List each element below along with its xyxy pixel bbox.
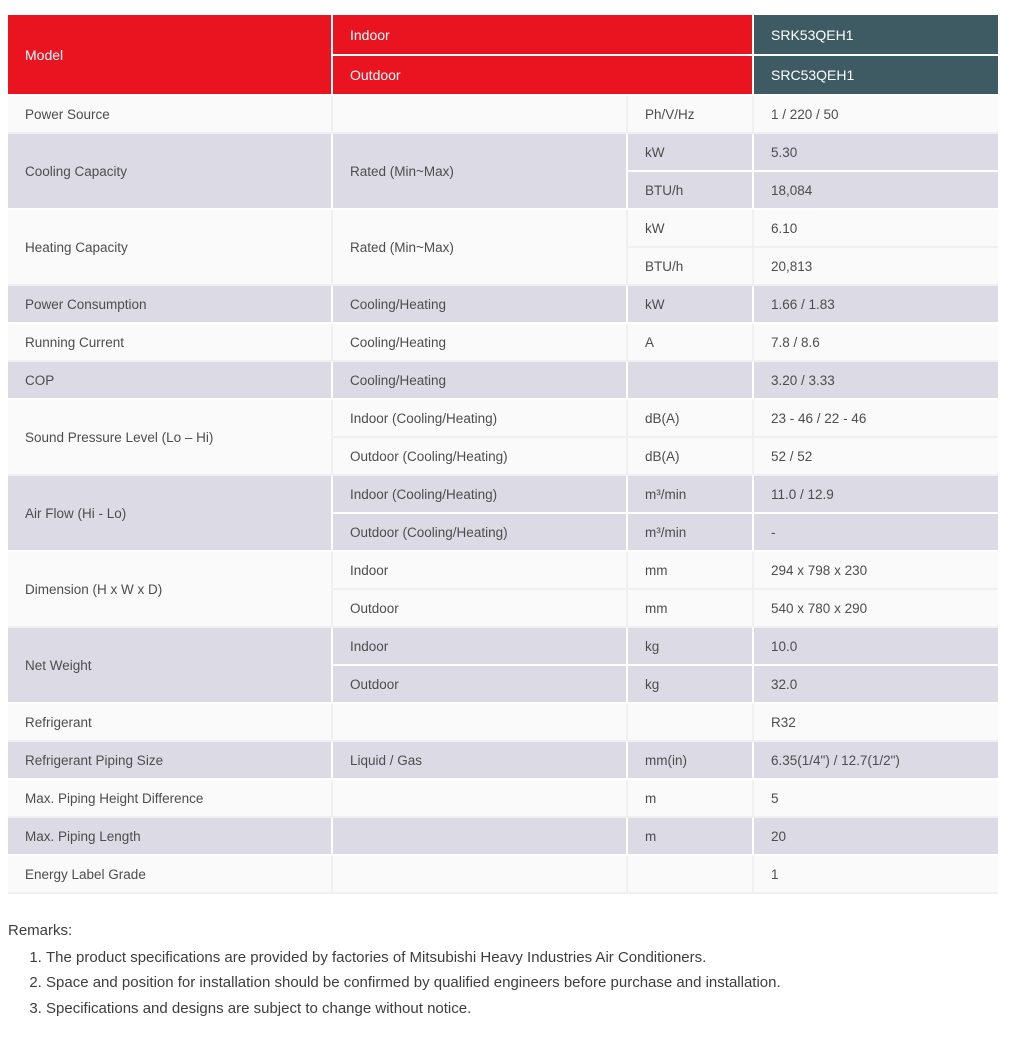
spec-unit-cell: m³/min — [627, 513, 753, 551]
spec-value-cell: 23 - 46 / 22 - 46 — [753, 399, 998, 437]
spec-value-cell: 5.30 — [753, 133, 998, 171]
spec-table-body — [8, 95, 998, 893]
spec-unit-cell: kW — [627, 133, 753, 171]
spec-desc-cell: Indoor — [332, 627, 627, 665]
spec-unit-cell: mm — [627, 551, 753, 589]
spec-desc-cell — [332, 855, 627, 893]
spec-value-cell: - — [753, 513, 998, 551]
spec-value-cell: 10.0 — [753, 627, 998, 665]
remarks-section — [8, 922, 1008, 1019]
spec-row — [8, 361, 998, 399]
remarks-title: Remarks: — [8, 922, 73, 939]
spec-row — [8, 475, 998, 513]
spec-unit-cell — [627, 703, 753, 741]
spec-name-cell: Refrigerant Piping Size — [8, 741, 332, 779]
spec-unit-cell: kW — [627, 285, 753, 323]
spec-name-cell: Max. Piping Height Difference — [8, 779, 332, 817]
indoor-label-cell: Indoor — [332, 15, 753, 55]
spec-value-cell: 294 x 798 x 230 — [753, 551, 998, 589]
remark-item: 1. The product specifications are provided by factories of Mitsubishi Heavy Industries Air Conditioners. — [46, 948, 1008, 968]
spec-unit-cell: A — [627, 323, 753, 361]
spec-unit-cell: kg — [627, 665, 753, 703]
spec-unit-cell: mm(in) — [627, 741, 753, 779]
spec-row — [8, 627, 998, 665]
spec-name-cell: Refrigerant — [8, 703, 332, 741]
spec-value-cell: 5 — [753, 779, 998, 817]
spec-unit-cell: dB(A) — [627, 399, 753, 437]
spec-desc-cell: Cooling/Heating — [332, 361, 627, 399]
spec-unit-cell: m — [627, 779, 753, 817]
spec-value-cell: R32 — [753, 703, 998, 741]
spec-value-cell: 1 / 220 / 50 — [753, 95, 998, 133]
spec-value-cell: 20 — [753, 817, 998, 855]
spec-name-cell: COP — [8, 361, 332, 399]
spec-unit-cell: kg — [627, 627, 753, 665]
spec-name-cell: Air Flow (Hi - Lo) — [8, 475, 332, 551]
spec-value-cell: 1 — [753, 855, 998, 893]
spec-table — [8, 15, 998, 894]
outdoor-model-cell: SRC53QEH1 — [753, 55, 998, 95]
spec-desc-cell — [332, 817, 627, 855]
spec-desc-cell: Outdoor — [332, 589, 627, 627]
spec-unit-cell: kW — [627, 209, 753, 247]
spec-row — [8, 817, 998, 855]
spec-unit-cell — [627, 361, 753, 399]
spec-name-cell: Cooling Capacity — [8, 133, 332, 209]
spec-name-cell: Dimension (H x W x D) — [8, 551, 332, 627]
spec-row — [8, 855, 998, 893]
spec-desc-cell: Cooling/Heating — [332, 323, 627, 361]
spec-value-cell: 6.35(1/4") / 12.7(1/2") — [753, 741, 998, 779]
spec-unit-cell: BTU/h — [627, 247, 753, 285]
spec-row — [8, 209, 998, 247]
spec-row — [8, 741, 998, 779]
spec-unit-cell: m³/min — [627, 475, 753, 513]
spec-desc-cell: Liquid / Gas — [332, 741, 627, 779]
spec-unit-cell: Ph/V/Hz — [627, 95, 753, 133]
spec-value-cell: 540 x 780 x 290 — [753, 589, 998, 627]
spec-unit-cell: mm — [627, 589, 753, 627]
remark-item: 2. Space and position for installation should be confirmed by qualified engineers before purchase and installation. — [46, 973, 1008, 993]
spec-value-cell: 7.8 / 8.6 — [753, 323, 998, 361]
spec-row — [8, 779, 998, 817]
remarks-list — [8, 948, 1008, 1019]
spec-desc-cell: Indoor (Cooling/Heating) — [332, 399, 627, 437]
spec-desc-cell: Indoor — [332, 551, 627, 589]
spec-row — [8, 551, 998, 589]
outdoor-label-cell: Outdoor — [332, 55, 753, 95]
spec-row — [8, 285, 998, 323]
spec-unit-cell: BTU/h — [627, 171, 753, 209]
spec-value-cell: 32.0 — [753, 665, 998, 703]
spec-name-cell: Power Consumption — [8, 285, 332, 323]
spec-value-cell: 3.20 / 3.33 — [753, 361, 998, 399]
spec-row — [8, 703, 998, 741]
spec-name-cell: Heating Capacity — [8, 209, 332, 285]
spec-desc-cell: Indoor (Cooling/Heating) — [332, 475, 627, 513]
model-label-cell: Model — [8, 15, 332, 95]
remark-item: 3. Specifications and designs are subject to change without notice. — [46, 999, 1008, 1019]
spec-row — [8, 399, 998, 437]
spec-row — [8, 133, 998, 171]
spec-row — [8, 323, 998, 361]
spec-value-cell: 1.66 / 1.83 — [753, 285, 998, 323]
spec-desc-cell: Outdoor (Cooling/Heating) — [332, 513, 627, 551]
spec-name-cell: Running Current — [8, 323, 332, 361]
spec-desc-cell — [332, 779, 627, 817]
spec-value-cell: 6.10 — [753, 209, 998, 247]
spec-table-header — [8, 15, 998, 95]
spec-unit-cell — [627, 855, 753, 893]
spec-unit-cell: m — [627, 817, 753, 855]
header-row-indoor — [8, 15, 998, 55]
spec-name-cell: Max. Piping Length — [8, 817, 332, 855]
spec-desc-cell: Cooling/Heating — [332, 285, 627, 323]
spec-value-cell: 52 / 52 — [753, 437, 998, 475]
indoor-model-cell: SRK53QEH1 — [753, 15, 998, 55]
spec-row — [8, 95, 998, 133]
spec-value-cell: 20,813 — [753, 247, 998, 285]
spec-name-cell: Sound Pressure Level (Lo – Hi) — [8, 399, 332, 475]
spec-desc-cell: Outdoor — [332, 665, 627, 703]
spec-name-cell: Energy Label Grade — [8, 855, 332, 893]
spec-desc-cell — [332, 703, 627, 741]
spec-desc-cell: Rated (Min~Max) — [332, 209, 627, 285]
spec-value-cell: 11.0 / 12.9 — [753, 475, 998, 513]
spec-name-cell: Net Weight — [8, 627, 332, 703]
spec-value-cell: 18,084 — [753, 171, 998, 209]
spec-desc-cell — [332, 95, 627, 133]
spec-desc-cell: Outdoor (Cooling/Heating) — [332, 437, 627, 475]
spec-name-cell: Power Source — [8, 95, 332, 133]
spec-desc-cell: Rated (Min~Max) — [332, 133, 627, 209]
spec-unit-cell: dB(A) — [627, 437, 753, 475]
